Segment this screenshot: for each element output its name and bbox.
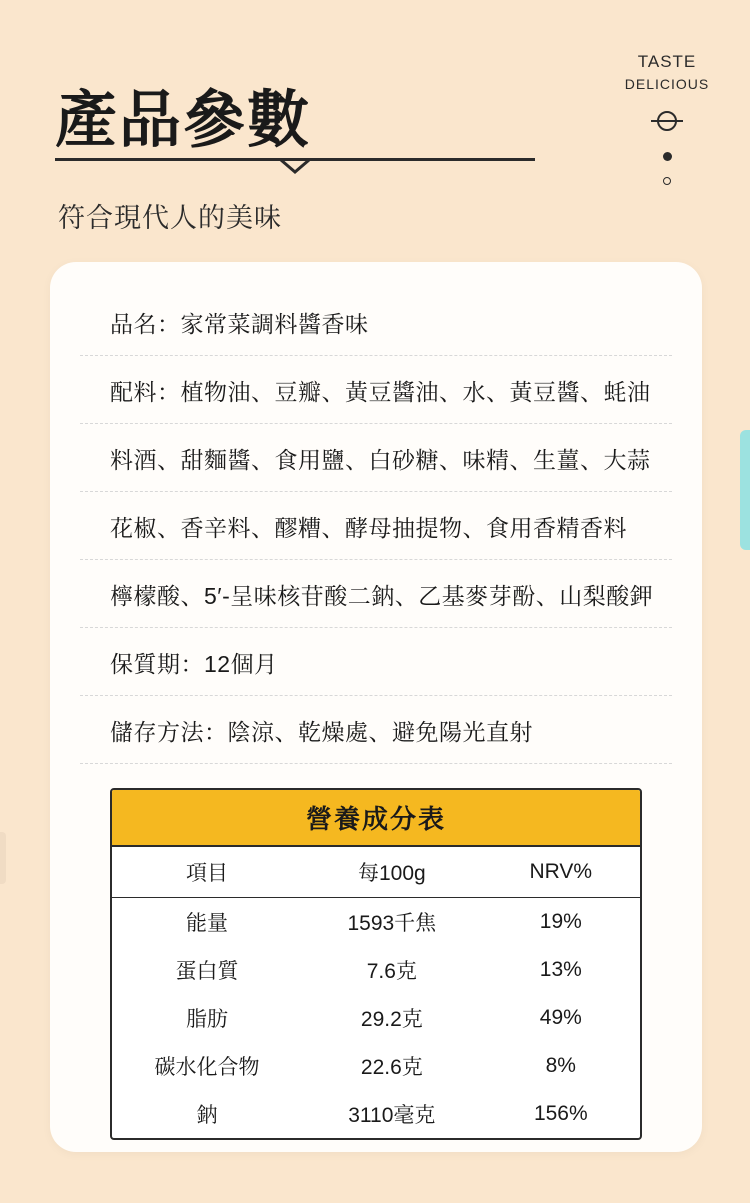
taste-decoration xyxy=(612,52,722,185)
product-spec-card xyxy=(50,262,702,1152)
cell-nrv: 49% xyxy=(539,1006,582,1029)
saturn-icon xyxy=(647,104,687,138)
dot-outline-icon xyxy=(663,177,671,185)
page-subtitle: 符合現代人的美味 xyxy=(58,203,282,233)
cell-amount: 22.6克 xyxy=(360,1056,423,1079)
cell-amount: 29.2克 xyxy=(360,1008,423,1031)
spec-row: 品名：家常菜調料醬香味 xyxy=(80,304,672,356)
spec-row: 料酒、甜麵醬、食用鹽、白砂糖、味精、生薑、大蒜 xyxy=(80,442,672,492)
spec-row: 檸檬酸、5′-呈味核苷酸二鈉、乙基麥芽酚、山梨酸鉀 xyxy=(80,578,672,628)
chevron-down-icon xyxy=(278,158,312,176)
table-row xyxy=(112,994,640,1042)
taste-label-primary: TASTE xyxy=(637,52,697,71)
nutrition-table xyxy=(110,788,642,1140)
taste-label-secondary: DELICIOUS xyxy=(624,76,710,92)
page-title: 產品參數 xyxy=(55,83,312,156)
table-row xyxy=(112,1090,640,1138)
page-header xyxy=(0,0,750,250)
dot-filled-icon xyxy=(663,152,672,161)
edge-tab-left xyxy=(0,832,6,884)
cell-item: 脂肪 xyxy=(186,1008,229,1031)
column-header-per100g: 每100g xyxy=(302,847,482,898)
cell-nrv: 156% xyxy=(533,1102,588,1125)
column-header-nrv: NRV% xyxy=(482,847,640,898)
cell-amount: 1593千焦 xyxy=(347,912,437,935)
table-row xyxy=(112,1042,640,1090)
spec-row: 儲存方法：陰涼、乾燥處、避免陽光直射 xyxy=(80,714,672,764)
cell-item: 鈉 xyxy=(196,1104,218,1127)
spec-row: 花椒、香辛料、醪糟、酵母抽提物、食用香精香料 xyxy=(80,510,672,560)
cell-nrv: 19% xyxy=(539,910,582,933)
column-header-item: 項目 xyxy=(112,847,302,898)
table-row xyxy=(112,898,640,947)
cell-item: 能量 xyxy=(186,912,229,935)
table-row xyxy=(112,946,640,994)
spec-row: 配料：植物油、豆瓣、黃豆醬油、水、黃豆醬、蚝油 xyxy=(80,374,672,424)
table-header-row xyxy=(112,847,640,898)
cell-item: 碳水化合物 xyxy=(154,1056,260,1079)
cell-item: 蛋白質 xyxy=(175,960,239,983)
edge-tab-right xyxy=(740,430,750,550)
cell-amount: 7.6克 xyxy=(366,960,417,983)
cell-nrv: 8% xyxy=(545,1054,576,1077)
nutrition-table-title: 營養成分表 xyxy=(112,790,640,847)
spec-row: 保質期：12個月 xyxy=(80,646,672,696)
cell-amount: 3110毫克 xyxy=(348,1104,436,1127)
cell-nrv: 13% xyxy=(539,958,582,981)
